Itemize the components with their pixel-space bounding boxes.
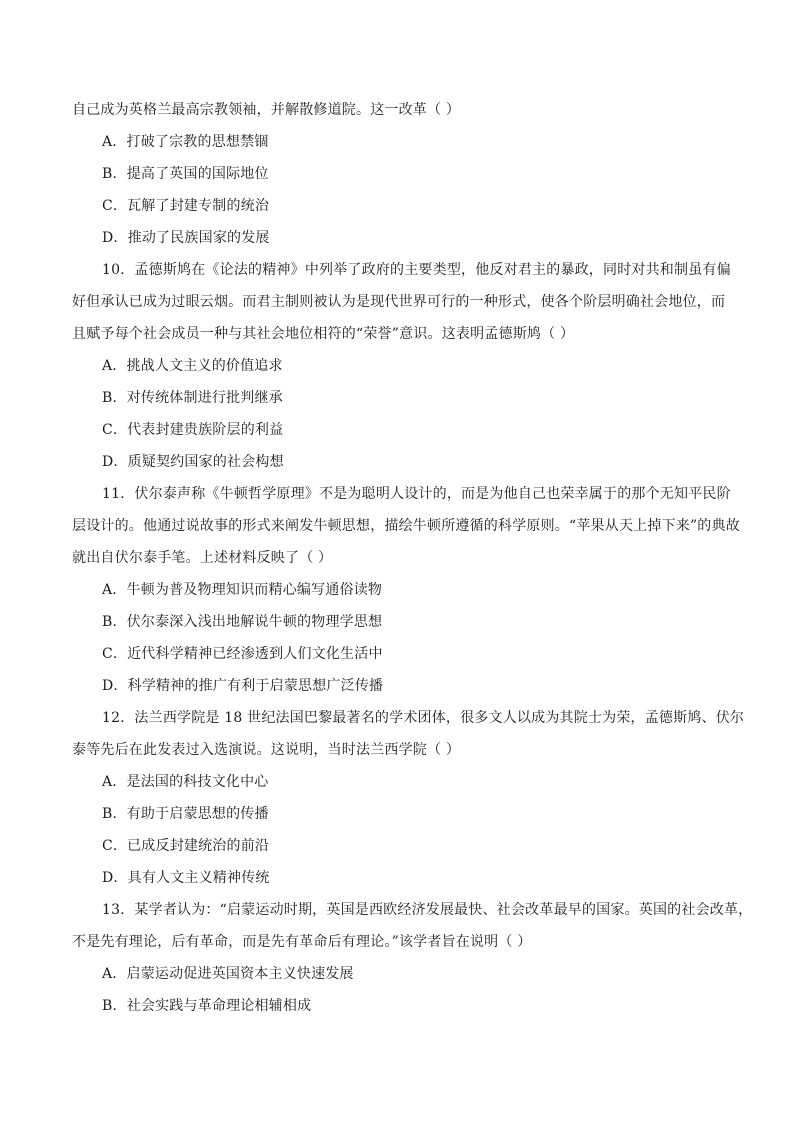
q12-option-a: A．是法国的科技文化中心 xyxy=(102,774,269,790)
q11-option-c: C．近代科学精神已经渗透到人们文化生活中 xyxy=(102,646,383,662)
q10-option-c: C．代表封建贵族阶层的利益 xyxy=(102,422,284,438)
q11-option-d: D．科学精神的推广有利于启蒙思想广泛传播 xyxy=(102,678,384,694)
q9-option-a: A．打破了宗教的思想禁锢 xyxy=(102,134,269,150)
q9-option-d: D．推动了民族国家的发展 xyxy=(102,230,270,246)
q13-option-b: B．社会实践与革命理论相辅相成 xyxy=(102,998,312,1014)
q10-option-a: A．挑战人文主义的价值追求 xyxy=(102,358,283,374)
q12-stem-line-1: 12．法兰西学院是 18 世纪法国巴黎最著名的学术团体，很多文人以成为其院士为荣，孟德斯鸠、伏尔 xyxy=(102,710,745,726)
q13-stem-line-2: 不是先有理论，后有革命，而是先有革命后有理论。”该学者旨在说明（ ） xyxy=(72,934,532,950)
q11-stem-line-1: 11．伏尔泰声称《牛顿哲学原理》不是为聪明人设计的，而是为他自己也荣幸属于的那个无知平民阶 xyxy=(102,486,731,502)
q12-stem-line-2: 泰等先后在此发表过入选演说。这说明，当时法兰西学院（ ） xyxy=(72,742,461,758)
q10-stem-line-3: 且赋予每个社会成员一种与其社会地位相符的“荣誉”意识。这表明孟德斯鸠（ ） xyxy=(72,326,575,342)
q12-option-d: D．具有人文主义精神传统 xyxy=(102,870,270,886)
q13-stem-line-1: 13．某学者认为：“启蒙运动时期，英国是西欧经济发展最快、社会改革最早的国家。英国的社会改革， xyxy=(102,902,753,918)
q12-option-c: C．已成反封建统治的前沿 xyxy=(102,838,270,854)
q11-option-a: A．牛顿为普及物理知识而精心编写通俗读物 xyxy=(102,582,383,598)
q9-option-b: B．提高了英国的国际地位 xyxy=(102,166,269,182)
q10-option-d: D．质疑契约国家的社会构想 xyxy=(102,454,284,470)
q9-option-c: C．瓦解了封建专制的统治 xyxy=(102,198,270,214)
q13-option-a: A．启蒙运动促进英国资本主义快速发展 xyxy=(102,966,354,982)
q10-stem-line-1: 10．孟德斯鸠在《论法的精神》中列举了政府的主要类型，他反对君主的暴政，同时对共和制虽有偏 xyxy=(102,262,731,278)
q11-stem-line-3: 就出自伏尔泰手笔。上述材料反映了（ ） xyxy=(72,550,333,566)
q11-stem-line-2: 层设计的。他通过说故事的形式来阐发牛顿思想，描绘牛顿所遵循的科学原则。“苹果从天上掉下来”的典故 xyxy=(72,518,740,534)
q10-option-b: B．对传统体制进行批判继承 xyxy=(102,390,283,406)
q12-option-b: B．有助于启蒙思想的传播 xyxy=(102,806,269,822)
q9-stem-tail: 自己成为英格兰最高宗教领袖，并解散修道院。这一改革（ ） xyxy=(72,102,461,118)
q10-stem-line-2: 好但承认已成为过眼云烟。而君主制则被认为是现代世界可行的一种形式，使各个阶层明确社会地位，而 xyxy=(72,294,726,310)
q11-option-b: B．伏尔泰深入浅出地解说牛顿的物理学思想 xyxy=(102,614,383,630)
